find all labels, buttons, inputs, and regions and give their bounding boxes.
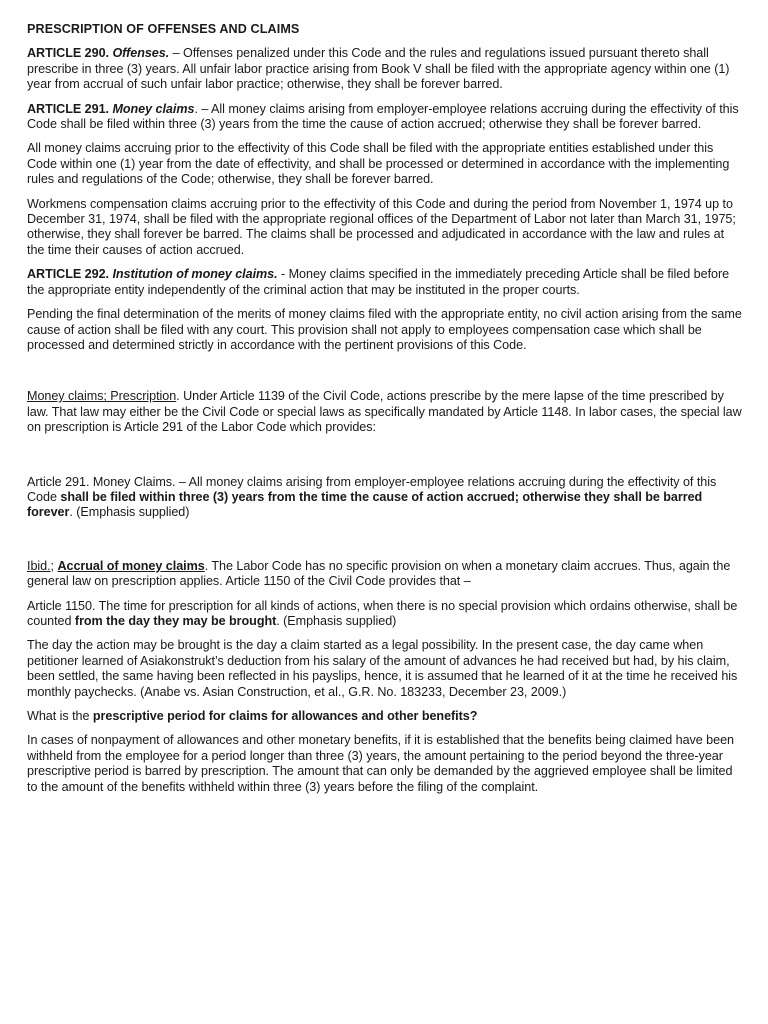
document-page (27, 22, 743, 804)
accrual-heading: Accrual of money claims (57, 558, 205, 573)
article-292-paragraph (27, 267, 743, 298)
nonpayment-paragraph: In cases of nonpayment of allowances and other monetary benefits, if it is established that the benefits being claimed have been withheld from the employee for a period longer than three (3) years, the amount pertaining to the period beyond the three-year prescriptive period is barred by prescription. The amount that can only be demanded by the aggrieved employee shall be limited to the amount of the benefits withheld within three (3) years before the filing of the complaint. (27, 733, 734, 794)
day-action-paragraph: The day the action may be brought is the day a claim started as a legal possibility. In the present case, the day came when petitioner learned of Asiakonstrukt’s deduction from his salary of the amount of advances he had received but had, by his claim, been settled, the same having been reflected in his payslips, hence, it is assumed that he learned of it at the time he received his monthly paychecks. (Anabe vs. Asian Construction, et al., G.R. No. 183233, December 23, 2009.) (27, 638, 738, 699)
article-291-paragraph (27, 102, 743, 133)
article-291-quote-emphasis: shall be filed within three (3) years from the time the cause of action accrued; otherwise they shall be barred forever (27, 489, 703, 520)
article-292-heading: Institution of money claims. (112, 267, 278, 282)
accrual-text: . The Labor Code has no specific provision on when a monetary claim accrues. Thus, again the general law on prescription applies. Article 1150 of the Civil Code provides that – (27, 558, 731, 589)
ibid-label: Ibid.; (27, 558, 55, 573)
document-title: PRESCRIPTION OF OFFENSES AND CLAIMS (27, 22, 300, 36)
article-291-label: ARTICLE 291. (27, 101, 109, 116)
article-290-paragraph (27, 46, 743, 92)
spacer (27, 530, 743, 559)
article-291-heading: Money claims (112, 101, 195, 116)
article-291-quote-paragraph (27, 475, 743, 521)
article-1150-text: Article 1150. The time for prescription for all kinds of actions, when there is no special provision which ordains otherwise, shall be counted (27, 598, 738, 628)
spacer (27, 362, 743, 389)
spacer (27, 445, 743, 475)
accrual-paragraph (27, 559, 743, 590)
article-291-quote-tail: . (Emphasis supplied) (69, 505, 190, 520)
article-291-text: . – All money claims arising from employer-employee relations accruing during the effectivity of this Code shall be filed within three (3) years from the time the cause of action accrued; otherwise they shall be forever barred. (27, 101, 739, 132)
article-292-label: ARTICLE 292. (27, 267, 109, 282)
article-1150-paragraph (27, 599, 743, 630)
article-292-text: - Money claims specified in the immediately preceding Article shall be filed before the appropriate entity independently of the criminal action that may be instituted in the proper courts. (27, 267, 730, 297)
question-emphasis: prescriptive period for claims for allowances and other benefits? (92, 709, 478, 723)
pending-determination-paragraph: Pending the final determination of the merits of money claims filed with the appropriate entity, no civil action arising from the same cause of action shall be filed with any court. This provision shall not apply to employees compensation case which shall be processed and determined strictly in accordance with the pertinent provisions of this Code. (27, 307, 742, 352)
prior-claims-paragraph: All money claims accruing prior to the effectivity of this Code shall be filed with the appropriate entities established under this Code within one (1) year from the date of effectivity, and shall be processed or determined in accordance with the implementing rules and regulations of the Code; otherwise, they shall be forever barred. (27, 141, 730, 187)
article-291-quote-text: Article 291. Money Claims. – All money claims arising from employer-employee relations accruing during the effectivity of this Code (27, 474, 717, 504)
money-claims-prescription-heading: Money claims; Prescription (27, 389, 177, 404)
money-claims-prescription-paragraph (27, 389, 743, 435)
article-290-text: – Offenses penalized under this Code and the rules and regulations issued pursuant thereto shall prescribe in three (3) years. All unfair labor practice arising from Book V shall be filed with the appropriate agency within one (1) year from accrual of such unfair labor practice; otherwise, they shall be forever barred. (27, 46, 730, 92)
article-290-heading: Offenses. (112, 46, 170, 61)
question-text: What is the (27, 709, 93, 723)
workmens-compensation-paragraph: Workmens compensation claims accruing prior to the effectivity of this Code and during the period from November 1, 1974 up to December 31, 1974, shall be filed with the appropriate regional offices of the Department of Labor not later than March 31, 1975; otherwise, they shall forever be barred. The claims shall be processed and adjudicated in accordance with the law and rules at the time their causes of action accrued. (27, 196, 736, 257)
article-1150-emphasis: from the day they may be brought (74, 613, 277, 628)
article-1150-tail: . (Emphasis supplied) (276, 613, 397, 628)
article-290-label: ARTICLE 290. (27, 46, 109, 61)
money-claims-prescription-text: . Under Article 1139 of the Civil Code, actions prescribe by the mere lapse of the time prescribed by law. That law may either be the Civil Code or special laws as specifically mandated by Article 1148. In labor cases, the special law on prescription is Article 291 of the Labor Code which provides: (27, 389, 742, 435)
question-paragraph (27, 709, 743, 724)
